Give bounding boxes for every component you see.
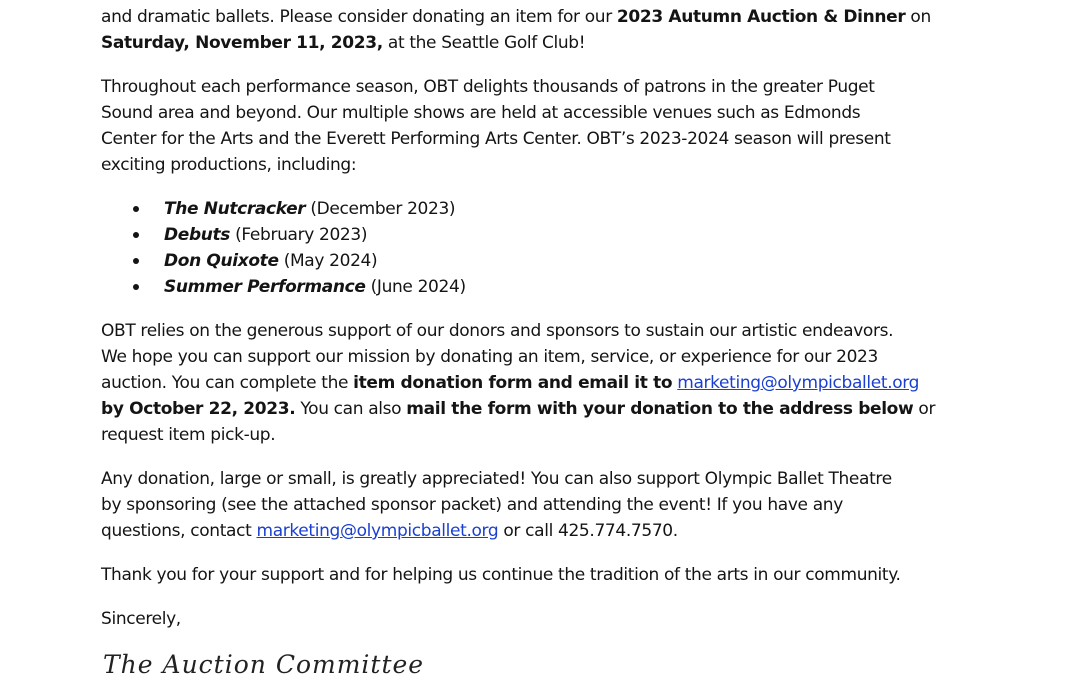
phone-text: or call 425.774.7570. [498,521,678,541]
donation-line-3: questions, contact [101,521,257,541]
season-line-3: Center for the Arts and the Everett Performing Arts Center. OBT’s 2023-2024 season will present [101,129,891,149]
season-line-2: Sound area and beyond. Our multiple shows are held at accessible venues such as Edmonds [101,103,861,123]
bullet-icon [133,284,139,290]
event-date: Saturday, November 11, 2023, [101,33,383,53]
show-title: Don Quixote [164,251,279,271]
support-line-1: OBT relies on the generous support of our donors and sponsors to sustain our artistic endeavors. [101,321,894,341]
bullet-icon [133,258,139,264]
intro-paragraph [101,4,981,56]
thanks-paragraph: Thank you for your support and for helping us continue the tradition of the arts in our community. [101,565,901,585]
show-title: Debuts [164,225,231,245]
deadline: by October 22, 2023. [101,399,296,419]
list-item [101,222,466,248]
list-item [101,274,466,300]
show-date: (December 2023) [305,199,456,219]
intro-text: and dramatic ballets. Please consider donating an item for our [101,7,617,27]
support-line-5: request item pick-up. [101,425,276,445]
signature: The Auction Committee [103,650,425,679]
season-line-4: exciting productions, including: [101,155,357,175]
show-title: Summer Performance [164,277,366,297]
event-name: 2023 Autumn Auction & Dinner [616,7,906,27]
donation-line-1: Any donation, large or small, is greatly appreciated! You can also support Olympic Ballet Theatre [101,469,892,489]
support-line-4-end: or [913,399,936,419]
bullet-icon [133,206,139,212]
bullet-icon [133,232,139,238]
intro-text-end: on [905,7,931,27]
closing: Sincerely, [101,609,181,629]
event-location: at the Seattle Golf Club! [382,33,586,53]
productions-list [101,196,466,300]
list-item [101,248,466,274]
donation-paragraph [101,466,981,544]
donation-line-2: by sponsoring (see the attached sponsor packet) and attending the event! If you have any [101,495,843,515]
support-paragraph [101,318,981,448]
email-link[interactable]: marketing@olympicballet.org [677,373,920,393]
season-line-1: Throughout each performance season, OBT delights thousands of patrons in the greater Puget [101,77,875,97]
support-line-3: auction. You can complete the [101,373,354,393]
email-instruction: item donation form and email it to [353,373,673,393]
season-paragraph [101,74,981,178]
support-line-4: You can also [295,399,407,419]
show-date: (February 2023) [230,225,368,245]
show-date: (May 2024) [278,251,378,271]
list-item [101,196,466,222]
mail-instruction: mail the form with your donation to the address below [406,399,914,419]
show-title: The Nutcracker [164,199,306,219]
contact-email-link[interactable]: marketing@olympicballet.org [256,521,499,541]
show-date: (June 2024) [365,277,466,297]
support-line-2: We hope you can support our mission by donating an item, service, or experience for our 2023 [101,347,878,367]
